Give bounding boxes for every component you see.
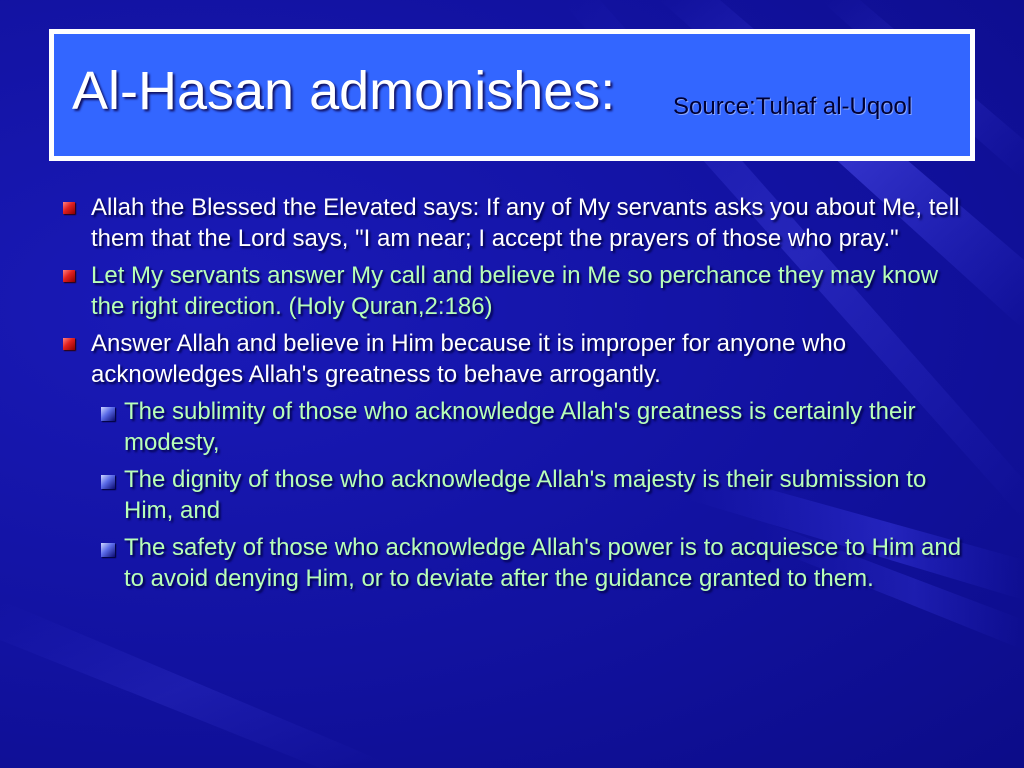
list-item-text: Let My servants answer My call and believe in Me so perchance they may know the right direction. (Holy Quran,2:186) — [91, 262, 939, 320]
title-bar — [54, 34, 970, 156]
list-item-text: The safety of those who acknowledge Allah's power is to acquiesce to Him and to avoid denying Him, or to deviate after the guidance granted to them. — [124, 534, 962, 592]
list-item-text: Answer Allah and believe in Him because it is improper for anyone who acknowledges Allah's greatness to behave arrogantly. — [91, 330, 847, 388]
blue-square-bullet-icon — [101, 407, 115, 421]
red-square-bullet-icon — [63, 202, 75, 214]
blue-square-bullet-icon — [101, 543, 115, 557]
blue-square-bullet-icon — [101, 475, 115, 489]
red-square-bullet-icon — [63, 338, 75, 350]
sub-list-item — [60, 397, 970, 458]
sub-list-item — [60, 533, 970, 594]
slide-title: Al-Hasan admonishes: — [72, 61, 616, 121]
list-item-text: Allah the Blessed the Elevated says: If any of My servants asks you about Me, tell them that the Lord says, "I am near; I accept the prayers of those who pray." — [91, 194, 960, 252]
list-item-text: The sublimity of those who acknowledge Allah's greatness is certainly their modesty, — [124, 398, 916, 456]
slide-source: Source:Tuhaf al-Uqool — [673, 93, 913, 120]
list-item — [60, 261, 970, 322]
list-item — [60, 329, 970, 390]
red-square-bullet-icon — [63, 270, 75, 282]
title-frame — [49, 29, 975, 161]
list-item — [60, 193, 970, 254]
bullet-list — [60, 193, 970, 601]
list-item-text: The dignity of those who acknowledge Allah's majesty is their submission to Him, and — [124, 466, 927, 524]
sub-list-item — [60, 465, 970, 526]
